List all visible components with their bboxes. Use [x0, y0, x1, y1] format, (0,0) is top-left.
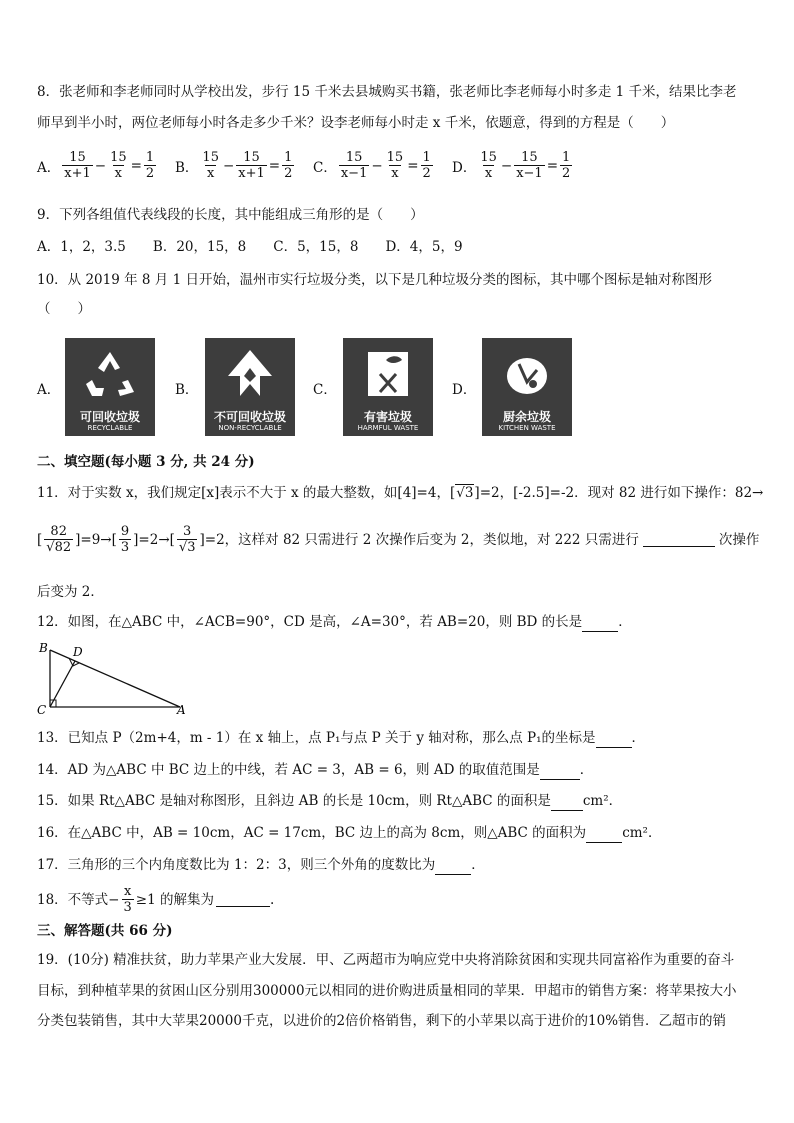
q18-stem: 18．不等式− $\frac{x}{3}$ ≥1 的解集为 .: [37, 884, 275, 915]
q10-letter-b: B．: [175, 382, 199, 398]
q8-option-b: B． $\frac{15}{x}$ − $\frac{15}{x+1}$ = $\frac{1}{2}$: [175, 150, 293, 181]
recyclable-label-en: RECYCLABLE: [87, 424, 133, 432]
q19-line2: 目标，到种植苹果的贫困山区分别用300000元以相同的进价购进质量相同的苹果．甲超市的销售方案：将苹果按大小: [37, 983, 737, 999]
q12-answer-blank[interactable]: [582, 617, 618, 632]
kitchen-waste-icon: [482, 338, 572, 436]
q10-letter-a: A．: [37, 382, 61, 398]
sqrt-symbol-icon: √3: [456, 485, 474, 501]
q11-line2: [ $\frac{82}{√82}$ ]=9→[ $\frac{9}{3}$ ]=2→[ $\frac{3}{√3}$ ]=2，这样对 82 只需进行 2 次操作后变为 2，类似地，对 222 只需进行 次操作: [37, 524, 760, 555]
q15-stem: 15．如果 Rt△ABC 是轴对称图形，且斜边 AB 的长是 10cm，则 Rt△ABC 的面积是 cm²．: [37, 793, 623, 809]
q11-line3: 后变为 2．: [37, 584, 104, 600]
q16-stem: 16．在△ABC 中，AB = 10cm，AC = 17cm，BC 边上的高为 8cm，则△ABC 的面积为 cm²．: [37, 825, 662, 841]
q9-stem: 9．下列各组值代表线段的长度，其中能组成三角形的是（ ）: [37, 207, 424, 223]
recyclable-label-cn: 可回收垃圾: [79, 410, 140, 424]
fishbone-icon: [497, 346, 557, 404]
q9-options: A．1，2，3.5 B．20，15，8 C．5，15，8 D．4，5，9: [37, 239, 463, 255]
q8-line1: 8．张老师和李老师同时从学校出发，步行 15 千米去县城购买书籍，张老师比李老师每小时多走 1 千米，结果比李老: [37, 84, 737, 100]
label-c: C: [37, 703, 47, 717]
q13-answer-blank[interactable]: [596, 733, 632, 748]
recyclable-icon: [65, 338, 155, 436]
q11-answer-blank[interactable]: [643, 532, 715, 547]
harmful-waste-label-en: HARMFUL WASTE: [357, 424, 419, 432]
section-3-heading: 三、解答题(共 66 分): [37, 923, 173, 939]
q11-line1: 11．对于实数 x，我们规定[x]表示不大于 x 的最大整数，如[4]=4，[√3]=2，[-2.5]=-2．现对 82 进行如下操作：82→: [37, 485, 764, 501]
q10-line1: 10．从 2019 年 8 月 1 日开始，温州市实行垃圾分类，以下是几种垃圾分类的图标，其中哪个图标是轴对称图形: [37, 272, 712, 288]
q13-stem: 13．已知点 P（2m+4，m - 1）在 x 轴上，点 P₁与点 P 关于 y 轴对称，那么点 P₁的坐标是 ．: [37, 730, 646, 746]
kitchen-waste-label-en: KITCHEN WASTE: [498, 424, 556, 432]
q17-answer-blank[interactable]: [435, 860, 471, 875]
q8-line2: 师早到半小时，两位老师每小时各走多少千米？设李老师每小时走 x 千米，依题意，得到的方程是（ ）: [37, 115, 675, 131]
non-recyclable-label-en: NON-RECYCLABLE: [218, 424, 282, 432]
q18-answer-blank[interactable]: [216, 892, 270, 907]
q8-option-c: C． $\frac{15}{x-1}$ − $\frac{15}{x}$ = $\frac{1}{2}$: [313, 150, 431, 181]
q14-answer-blank[interactable]: [540, 765, 580, 780]
q12-stem: 12．如图，在△ABC 中，∠ACB=90°，CD 是高，∠A=30°，若 AB=20，则 BD 的长是 ．: [37, 614, 632, 630]
section-2-heading: 二、填空题(每小题 3 分, 共 24 分): [37, 454, 255, 470]
q8-option-d: D． $\frac{15}{x}$ − $\frac{15}{x-1}$ = $\frac{1}{2}$: [452, 150, 571, 181]
q10-letter-c: C．: [313, 382, 337, 398]
q12-triangle-figure: [35, 642, 190, 717]
label-a: A: [177, 703, 186, 717]
q19-line1: 19．(10分) 精准扶贫，助力苹果产业大发展．甲、乙两超市为响应党中央将消除贫困和实现共同富裕作为重要的奋斗: [37, 952, 735, 968]
q10-line2: （ ）: [37, 301, 91, 317]
q19-line3: 分类包装销售，其中大苹果20000千克，以进价的2倍价格销售，剩下的小苹果以高于进价的10%销售．乙超市的销: [37, 1013, 727, 1029]
diamond-arrow-icon: [220, 346, 280, 404]
harmful-waste-label-cn: 有害垃圾: [363, 410, 412, 424]
harmful-waste-icon: [343, 338, 433, 436]
q10-letter-d: D．: [452, 382, 477, 398]
battery-cross-icon: [358, 346, 418, 404]
label-b: B: [39, 642, 48, 655]
label-d: D: [73, 645, 83, 659]
q16-answer-blank[interactable]: [586, 828, 622, 843]
non-recyclable-icon: [205, 338, 295, 436]
recycle-arrows-icon: [80, 346, 140, 404]
kitchen-waste-label-cn: 厨余垃圾: [502, 410, 551, 424]
non-recyclable-label-cn: 不可回收垃圾: [213, 410, 286, 424]
q17-stem: 17．三角形的三个内角度数比为 1：2：3，则三个外角的度数比为 ．: [37, 857, 485, 873]
q14-stem: 14．AD 为△ABC 中 BC 边上的中线，若 AC = 3，AB = 6，则 AD 的取值范围是 ．: [37, 762, 594, 778]
q8-option-a: A． $\frac{15}{x+1}$ − $\frac{15}{x}$ = $\frac{1}{2}$: [37, 150, 155, 181]
q15-answer-blank[interactable]: [551, 796, 583, 811]
